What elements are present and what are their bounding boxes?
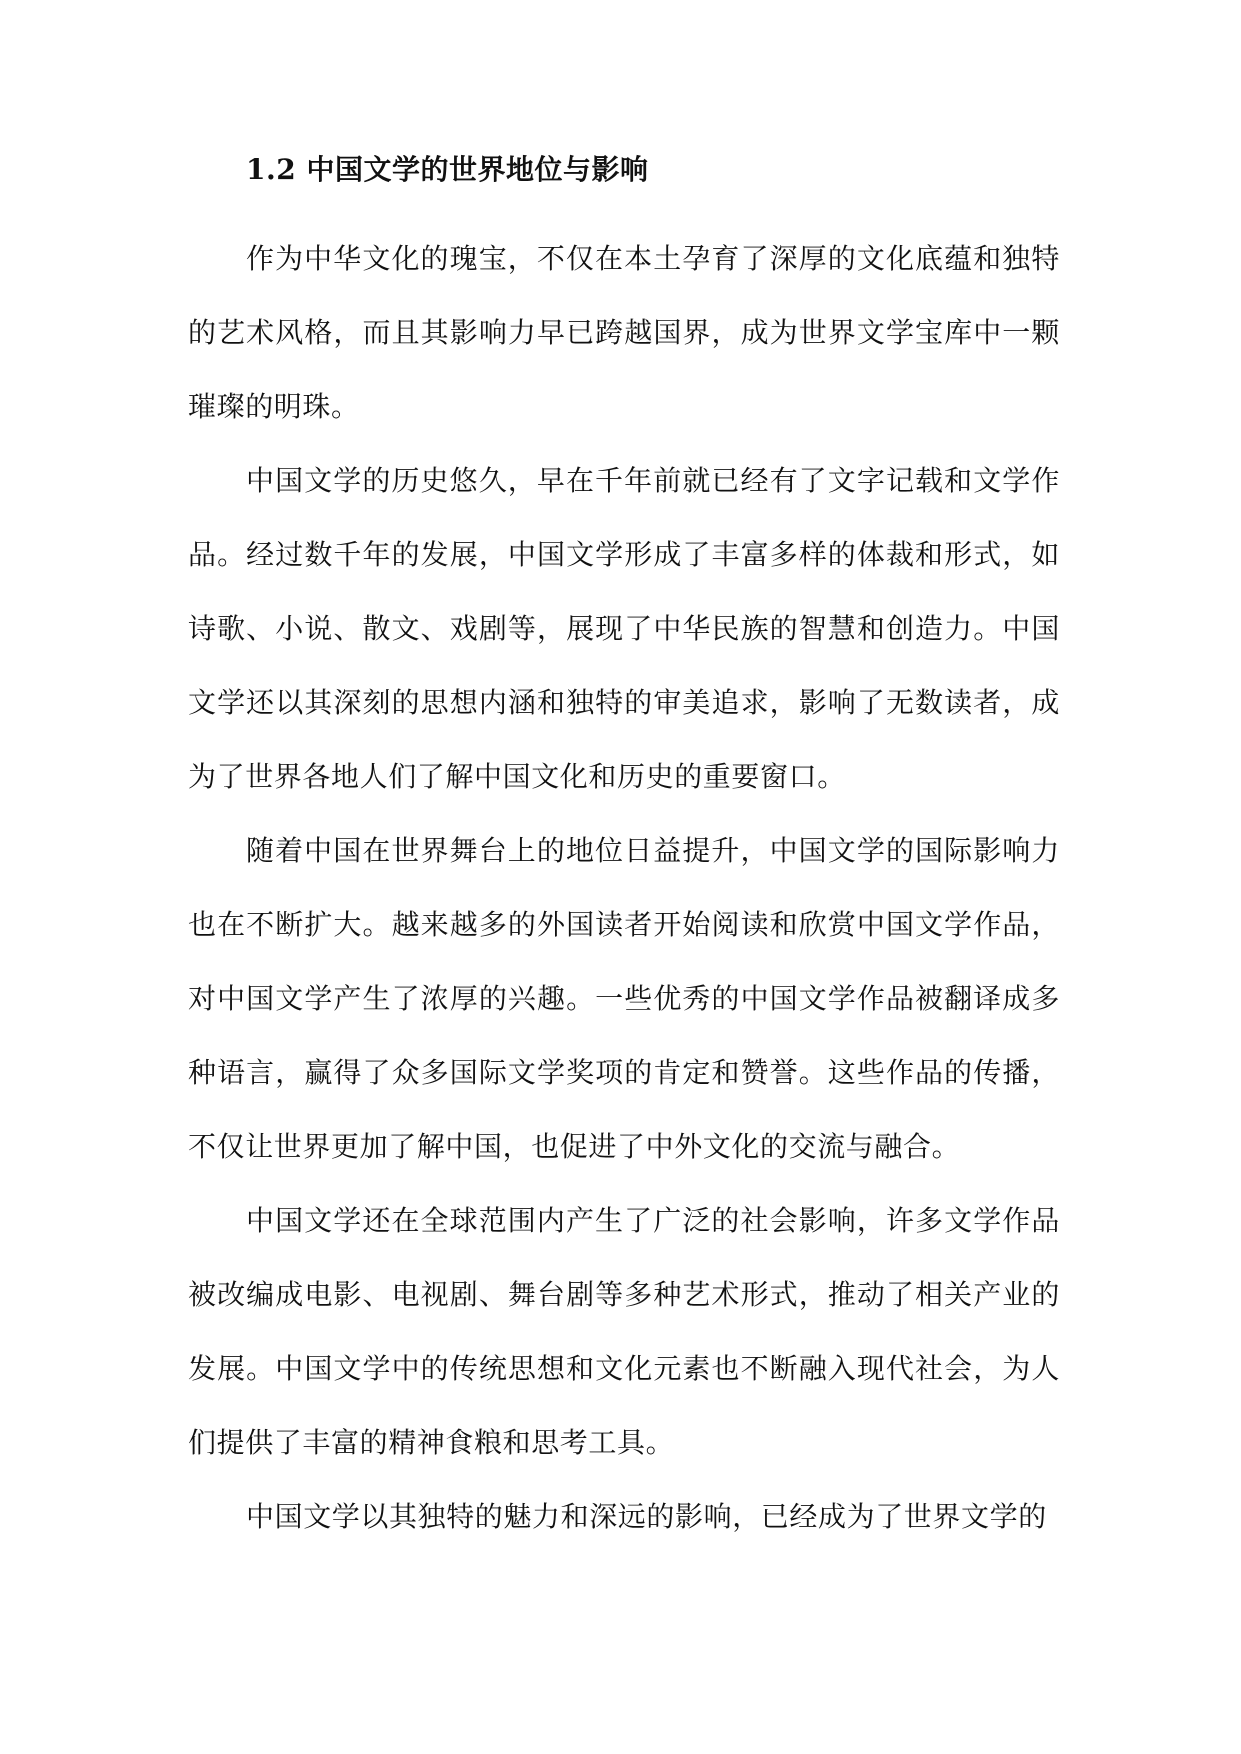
- paragraph-2: 中国文学的历史悠久，早在千年前就已经有了文字记载和文学作品。经过数千年的发展，中国文学形成了丰富多样的体裁和形式，如诗歌、小说、散文、戏剧等，展现了中华民族的智慧和创造力。中国文学还以其深刻的思想内涵和独特的审美追求，影响了无数读者，成为了世界各地人们了解中国文化和历史的重要窗口。: [188, 464, 1060, 793]
- section-heading: 1.2 中国文学的世界地位与影响: [246, 153, 649, 186]
- paragraph-3: 随着中国在世界舞台上的地位日益提升，中国文学的国际影响力也在不断扩大。越来越多的外国读者开始阅读和欣赏中国文学作品，对中国文学产生了浓厚的兴趣。一些优秀的中国文学作品被翻译成多种语言，赢得了众多国际文学奖项的肯定和赞誉。这些作品的传播，不仅让世界更加了解中国，也促进了中外文化的交流与融合。: [188, 834, 1060, 1163]
- paragraph-5: 中国文学以其独特的魅力和深远的影响，已经成为了世界文学的: [246, 1500, 1047, 1533]
- paragraph-1: 作为中华文化的瑰宝，不仅在本土孕育了深厚的文化底蕴和独特的艺术风格，而且其影响力早已跨越国界，成为世界文学宝库中一颗璀璨的明珠。: [188, 242, 1060, 423]
- body-text: [188, 222, 1060, 1554]
- paragraph-4: 中国文学还在全球范围内产生了广泛的社会影响，许多文学作品被改编成电影、电视剧、舞台剧等多种艺术形式，推动了相关产业的发展。中国文学中的传统思想和文化元素也不断融入现代社会，为人们提供了丰富的精神食粮和思考工具。: [188, 1204, 1060, 1459]
